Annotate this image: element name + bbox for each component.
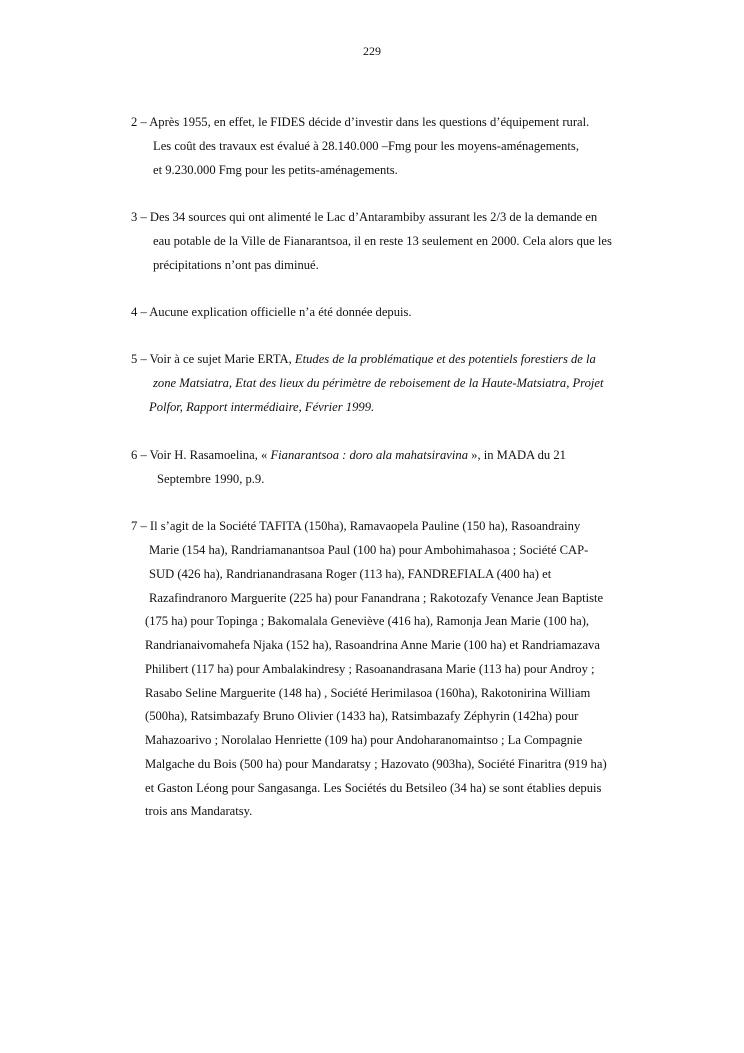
- note-line: et 9.230.000 Fmg pour les petits-aménagements.: [153, 163, 398, 177]
- note-line: trois ans Mandaratsy.: [145, 804, 253, 818]
- note-line: 7 – Il s’agit de la Société TAFITA (150ha), Ramavaopela Pauline (150 ha), Rasoandrainy: [131, 519, 581, 533]
- citation-title: Etudes de la problématique et des potentiels forestiers de la: [294, 352, 596, 366]
- note-line: Mahazoarivo ; Norolalao Henriette (109 ha) pour Andoharanomaintso ; La Compagnie: [145, 733, 583, 747]
- note-line: (175 ha) pour Topinga ; Bakomalala Geneviève (416 ha), Ramonja Jean Marie (100 ha),: [145, 614, 590, 628]
- note-line: Randrianaivomahefa Njaka (152 ha), Rasoandrina Anne Marie (100 ha) et Randriamazava: [145, 638, 600, 652]
- note-line: SUD (426 ha), Randrianandrasana Roger (113 ha), FANDREFIALA (400 ha) et: [149, 567, 552, 581]
- note-line: Malgache du Bois (500 ha) pour Mandaratsy ; Hazovato (903ha), Société Finaritra (919 ha): [145, 757, 607, 771]
- citation-title: zone Matsiatra, Etat des lieux du périmètre de reboisement de la Haute-Matsiatra, Projet: [153, 376, 604, 390]
- page-number: 229: [363, 44, 381, 58]
- note-line: 2 – Après 1955, en effet, le FIDES décide d’investir dans les questions d’équipement rural.: [131, 115, 590, 129]
- note-text: 6 – Voir H. Rasamoelina, «: [131, 448, 271, 462]
- note-line: [131, 351, 596, 367]
- note-text: », in MADA du 21: [468, 448, 566, 462]
- note-text: 5 – Voir à ce sujet Marie ERTA,: [131, 352, 295, 366]
- note-line: Philibert (117 ha) pour Ambalakindresy ; Rasoanandrasana Marie (113 ha) pour Androy ;: [145, 662, 595, 676]
- note-line: précipitations n’ont pas diminué.: [153, 258, 319, 272]
- note-line: 3 – Des 34 sources qui ont alimenté le Lac d’Antarambiby assurant les 2/3 de la demande en: [131, 210, 598, 224]
- note-line: [131, 447, 566, 463]
- note-line: Marie (154 ha), Randriamanantsoa Paul (100 ha) pour Ambohimahasoa ; Société CAP-: [149, 543, 589, 557]
- note-line: Rasabo Seline Marguerite (148 ha) , Société Herimilasoa (160ha), Rakotonirina William: [145, 686, 591, 700]
- note-line: et Gaston Léong pour Sangasanga. Les Sociétés du Betsileo (34 ha) se sont établies depuis: [145, 781, 602, 795]
- note-line: Les coût des travaux est évalué à 28.140.000 –Fmg pour les moyens-aménagements,: [153, 139, 579, 153]
- note-line: 4 – Aucune explication officielle n’a été donnée depuis.: [131, 305, 412, 319]
- note-line: Razafindranoro Marguerite (225 ha) pour Fanandrana ; Rakotozafy Venance Jean Baptiste: [149, 591, 604, 605]
- note-line: eau potable de la Ville de Fianarantsoa, il en reste 13 seulement en 2000. Cela alors que les: [153, 234, 612, 248]
- note-line: Septembre 1990, p.9.: [157, 472, 265, 486]
- citation-title: Fianarantsoa : doro ala mahatsiravina: [270, 448, 468, 462]
- note-line: [153, 375, 604, 391]
- citation-title: Polfor, Rapport intermédiaire, Février 1999.: [149, 400, 375, 414]
- note-line: [149, 399, 374, 415]
- note-line: (500ha), Ratsimbazafy Bruno Olivier (1433 ha), Ratsimbazafy Zéphyrin (142ha) pour: [145, 709, 579, 723]
